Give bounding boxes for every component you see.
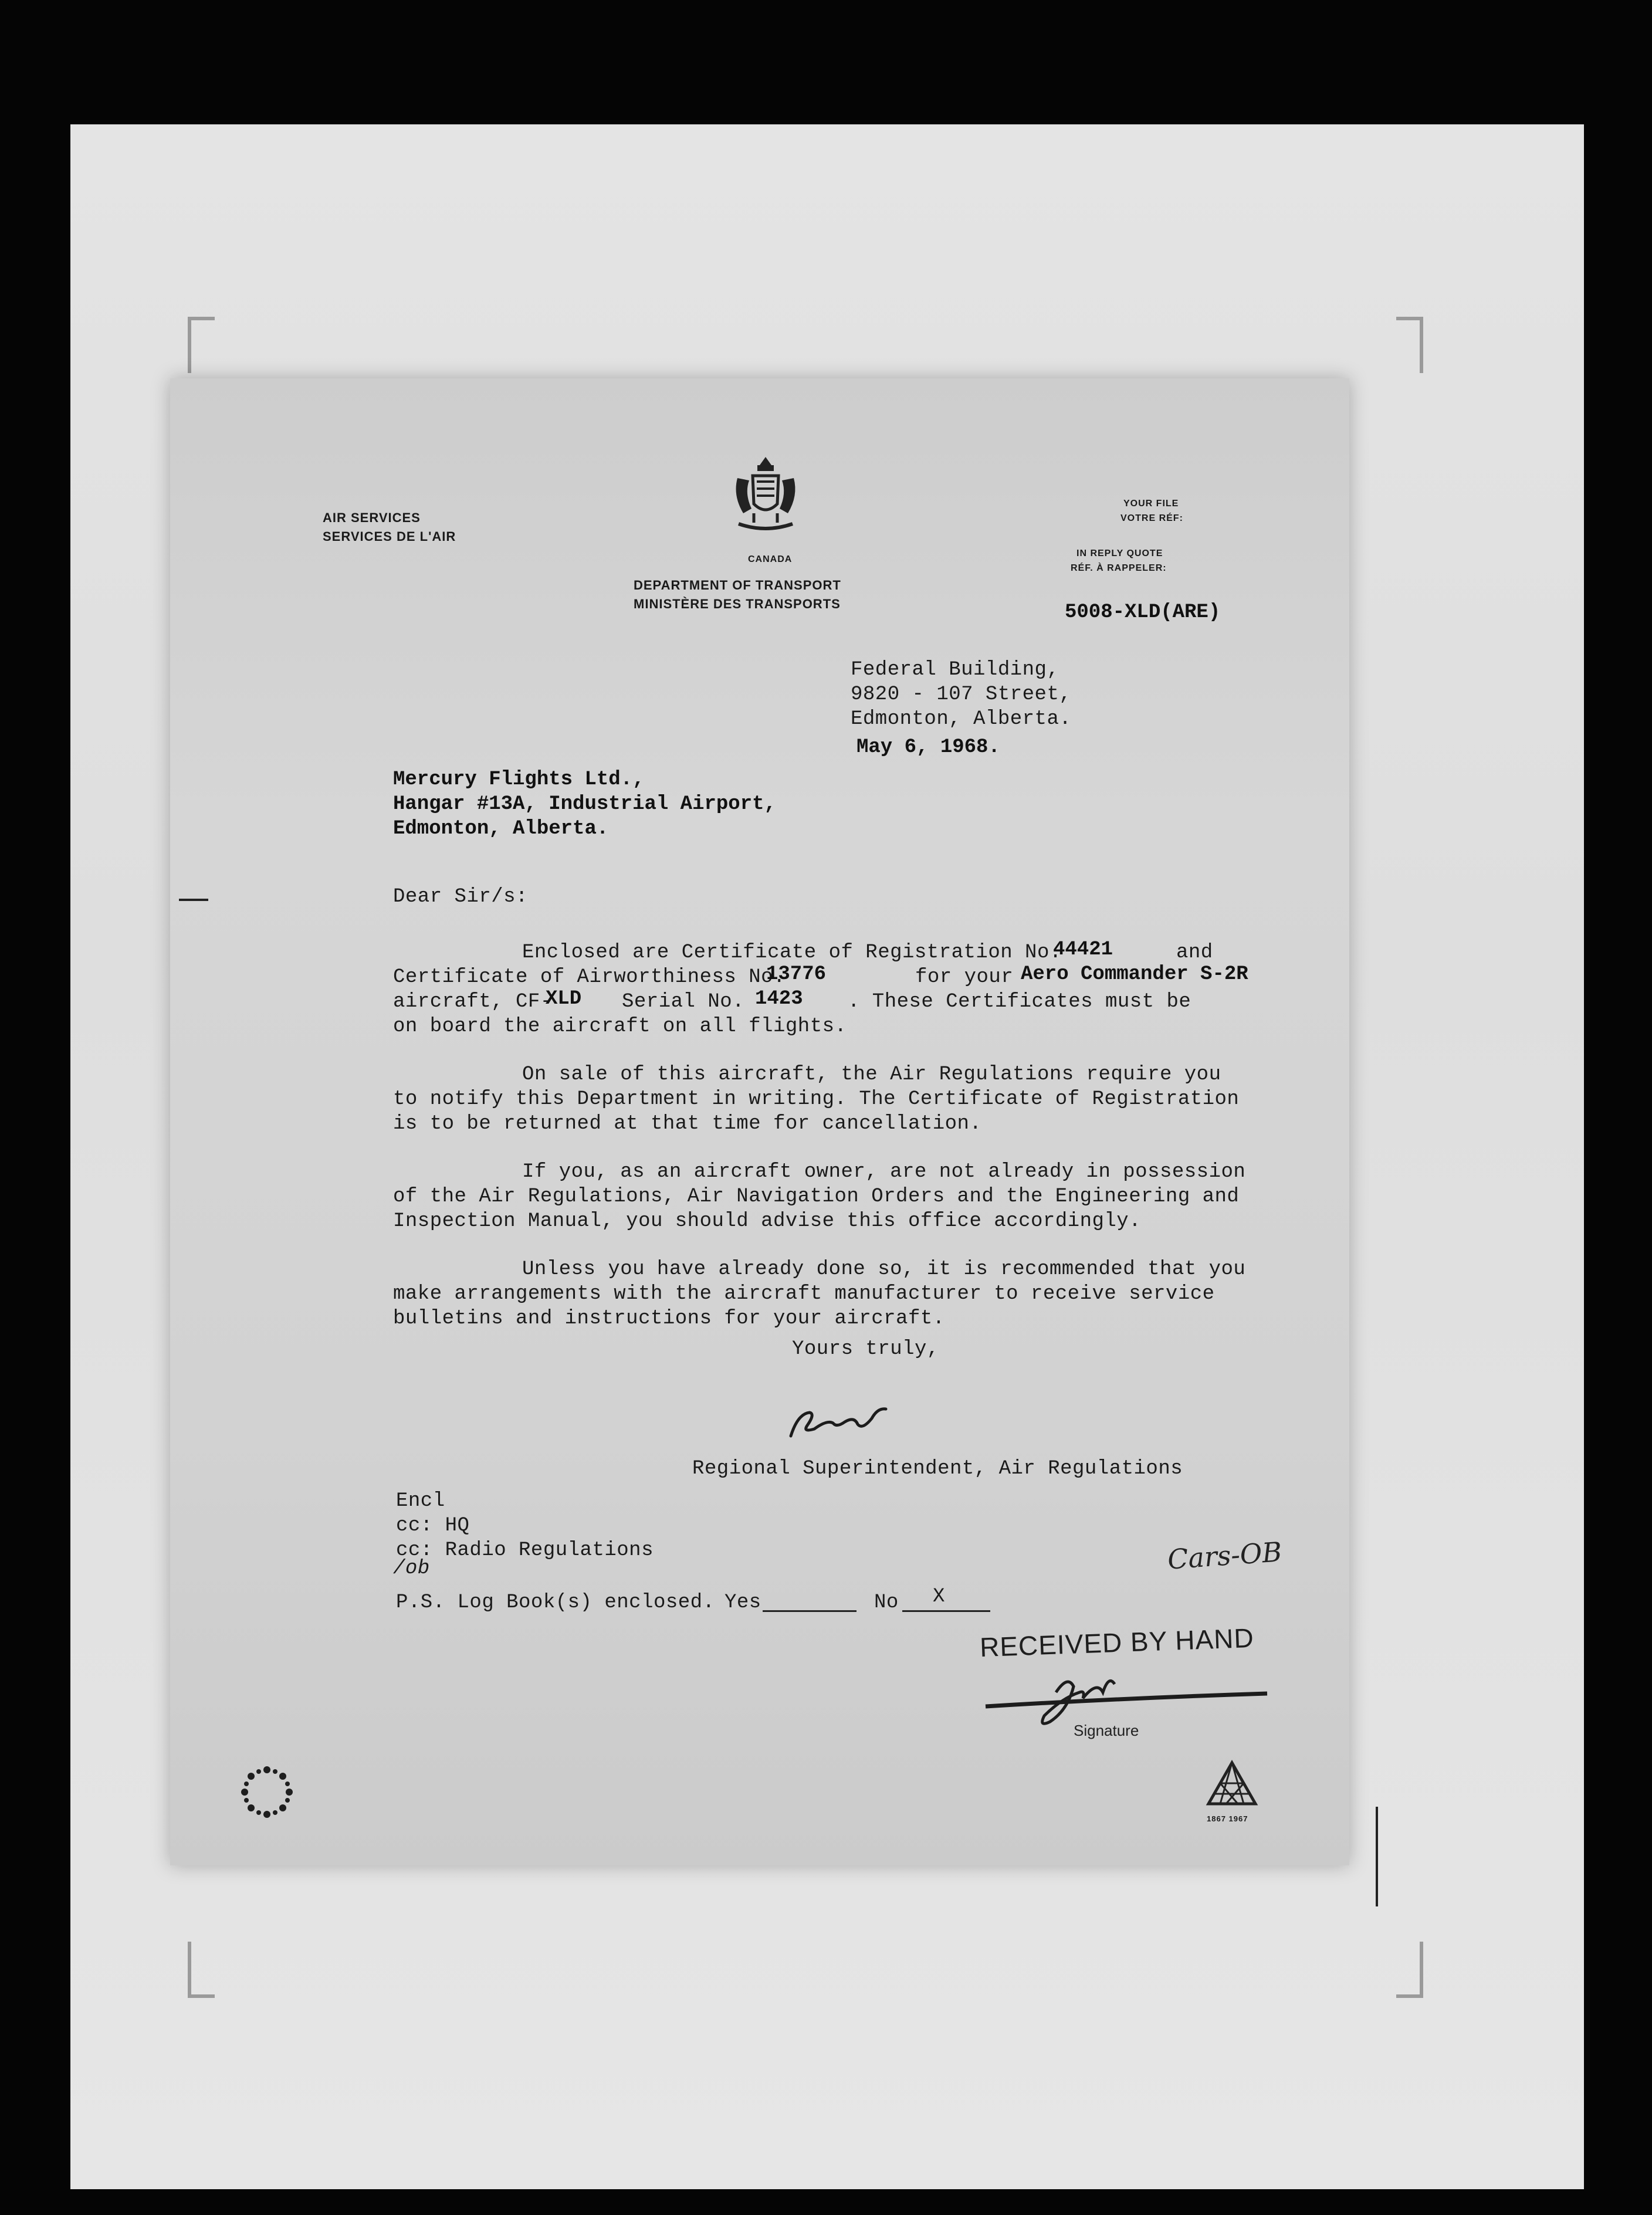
para1-line2-for-your: for your [915, 966, 1014, 988]
header-services-de-lair: SERVICES DE L'AIR [323, 529, 456, 544]
para4-line1: Unless you have already done so, it is recommended that you [522, 1258, 1246, 1281]
para1-line3-tail: . These Certificates must be [848, 991, 1191, 1013]
para1-line4: on board the aircraft on all flights. [393, 1015, 847, 1038]
registration-number: 44421 [1053, 939, 1113, 961]
file-reference-number: 5008-XLD(ARE) [1065, 601, 1221, 624]
ps-no-label: No [874, 1591, 899, 1614]
in-reply-quote-label: IN REPLY QUOTE [1076, 548, 1163, 558]
handwritten-note: Cars-OB [1166, 1536, 1283, 1576]
para1-line1-and: and [1176, 941, 1213, 964]
ps-no-blank [902, 1610, 990, 1612]
corner-bracket-top-right [1396, 317, 1423, 373]
recipient-line-2: Hangar #13A, Industrial Airport, [393, 793, 776, 815]
para1-line1-text: Enclosed are Certificate of Registration No. [522, 941, 1062, 964]
cc-hq: cc: HQ [396, 1515, 470, 1537]
centennial-logo-icon [1206, 1760, 1258, 1813]
your-file-label: YOUR FILE [1123, 499, 1179, 509]
margin-mark [179, 899, 208, 901]
salutation: Dear Sir/s: [393, 886, 528, 908]
corner-bracket-bottom-right [1396, 1942, 1423, 1998]
signatory-title: Regional Superintendent, Air Regulations [692, 1458, 1183, 1480]
centennial-years: 1867 1967 [1207, 1814, 1248, 1823]
letter-page [170, 378, 1349, 1865]
votre-ref-label: VOTRE RÉF: [1120, 513, 1183, 523]
sender-address-line-2: 9820 - 107 Street, [851, 683, 1072, 706]
handwritten-signature [786, 1402, 898, 1443]
aircraft-type: Aero Commander S-2R [1021, 963, 1248, 985]
header-department-of-transport: DEPARTMENT OF TRANSPORT [634, 578, 841, 592]
serial-number: 1423 [755, 988, 803, 1010]
para1-line3-serial-label: Serial No. [622, 991, 745, 1013]
closing: Yours truly, [792, 1338, 939, 1360]
para1-line2-text: Certificate of Airworthiness No. [393, 966, 786, 988]
recipient-line-1: Mercury Flights Ltd., [393, 768, 645, 791]
coat-of-arms-emblem [730, 455, 801, 543]
ps-no-mark: X [933, 1586, 945, 1608]
para3-line2: of the Air Regulations, Air Navigation Orders and the Engineering and [393, 1186, 1240, 1208]
para2-line3: is to be returned at that time for cancellation. [393, 1113, 982, 1135]
stamp-signature-label: Signature [1074, 1722, 1139, 1739]
registration-mark: XLD [546, 988, 582, 1010]
ref-a-rappeler-label: RÉF. À RAPPELER: [1071, 563, 1167, 573]
para4-line3: bulletins and instructions for your aircraft. [393, 1308, 945, 1330]
sender-address-line-3: Edmonton, Alberta. [851, 708, 1072, 730]
para2-line1: On sale of this aircraft, the Air Regulations require you [522, 1064, 1221, 1086]
para1-line3-aircraft: aircraft, CF- [393, 991, 553, 1013]
recipient-line-3: Edmonton, Alberta. [393, 818, 609, 840]
cc-radio-regulations: cc: Radio Regulations [396, 1539, 654, 1562]
corner-bracket-bottom-left [188, 1942, 215, 1998]
airworthiness-number: 13776 [766, 963, 827, 985]
received-by-hand-stamp: RECEIVED BY HAND [979, 1622, 1255, 1663]
ps-yes-blank [763, 1610, 857, 1612]
corner-bracket-top-left [188, 317, 215, 373]
mount-vertical-mark [1376, 1807, 1378, 1906]
letter-date: May 6, 1968. [857, 736, 1000, 758]
sender-address-line-1: Federal Building, [851, 659, 1059, 681]
para3-line3: Inspection Manual, you should advise this office accordingly. [393, 1210, 1142, 1232]
header-ministere-des-transports: MINISTÈRE DES TRANSPORTS [634, 597, 841, 611]
enclosure-label: Encl [396, 1490, 445, 1512]
header-air-services: AIR SERVICES [323, 510, 421, 525]
ps-log-books: P.S. Log Book(s) enclosed. [396, 1591, 715, 1614]
ps-yes-label: Yes [725, 1591, 761, 1614]
para3-line1: If you, as an aircraft owner, are not already in possession [522, 1161, 1246, 1183]
sunburst-emblem-icon [238, 1763, 296, 1821]
typist-initials: /ob [393, 1557, 430, 1580]
header-canada: CANADA [748, 554, 793, 564]
para2-line2: to notify this Department in writing. The Certificate of Registration [393, 1088, 1240, 1110]
para4-line2: make arrangements with the aircraft manufacturer to receive service [393, 1283, 1215, 1305]
